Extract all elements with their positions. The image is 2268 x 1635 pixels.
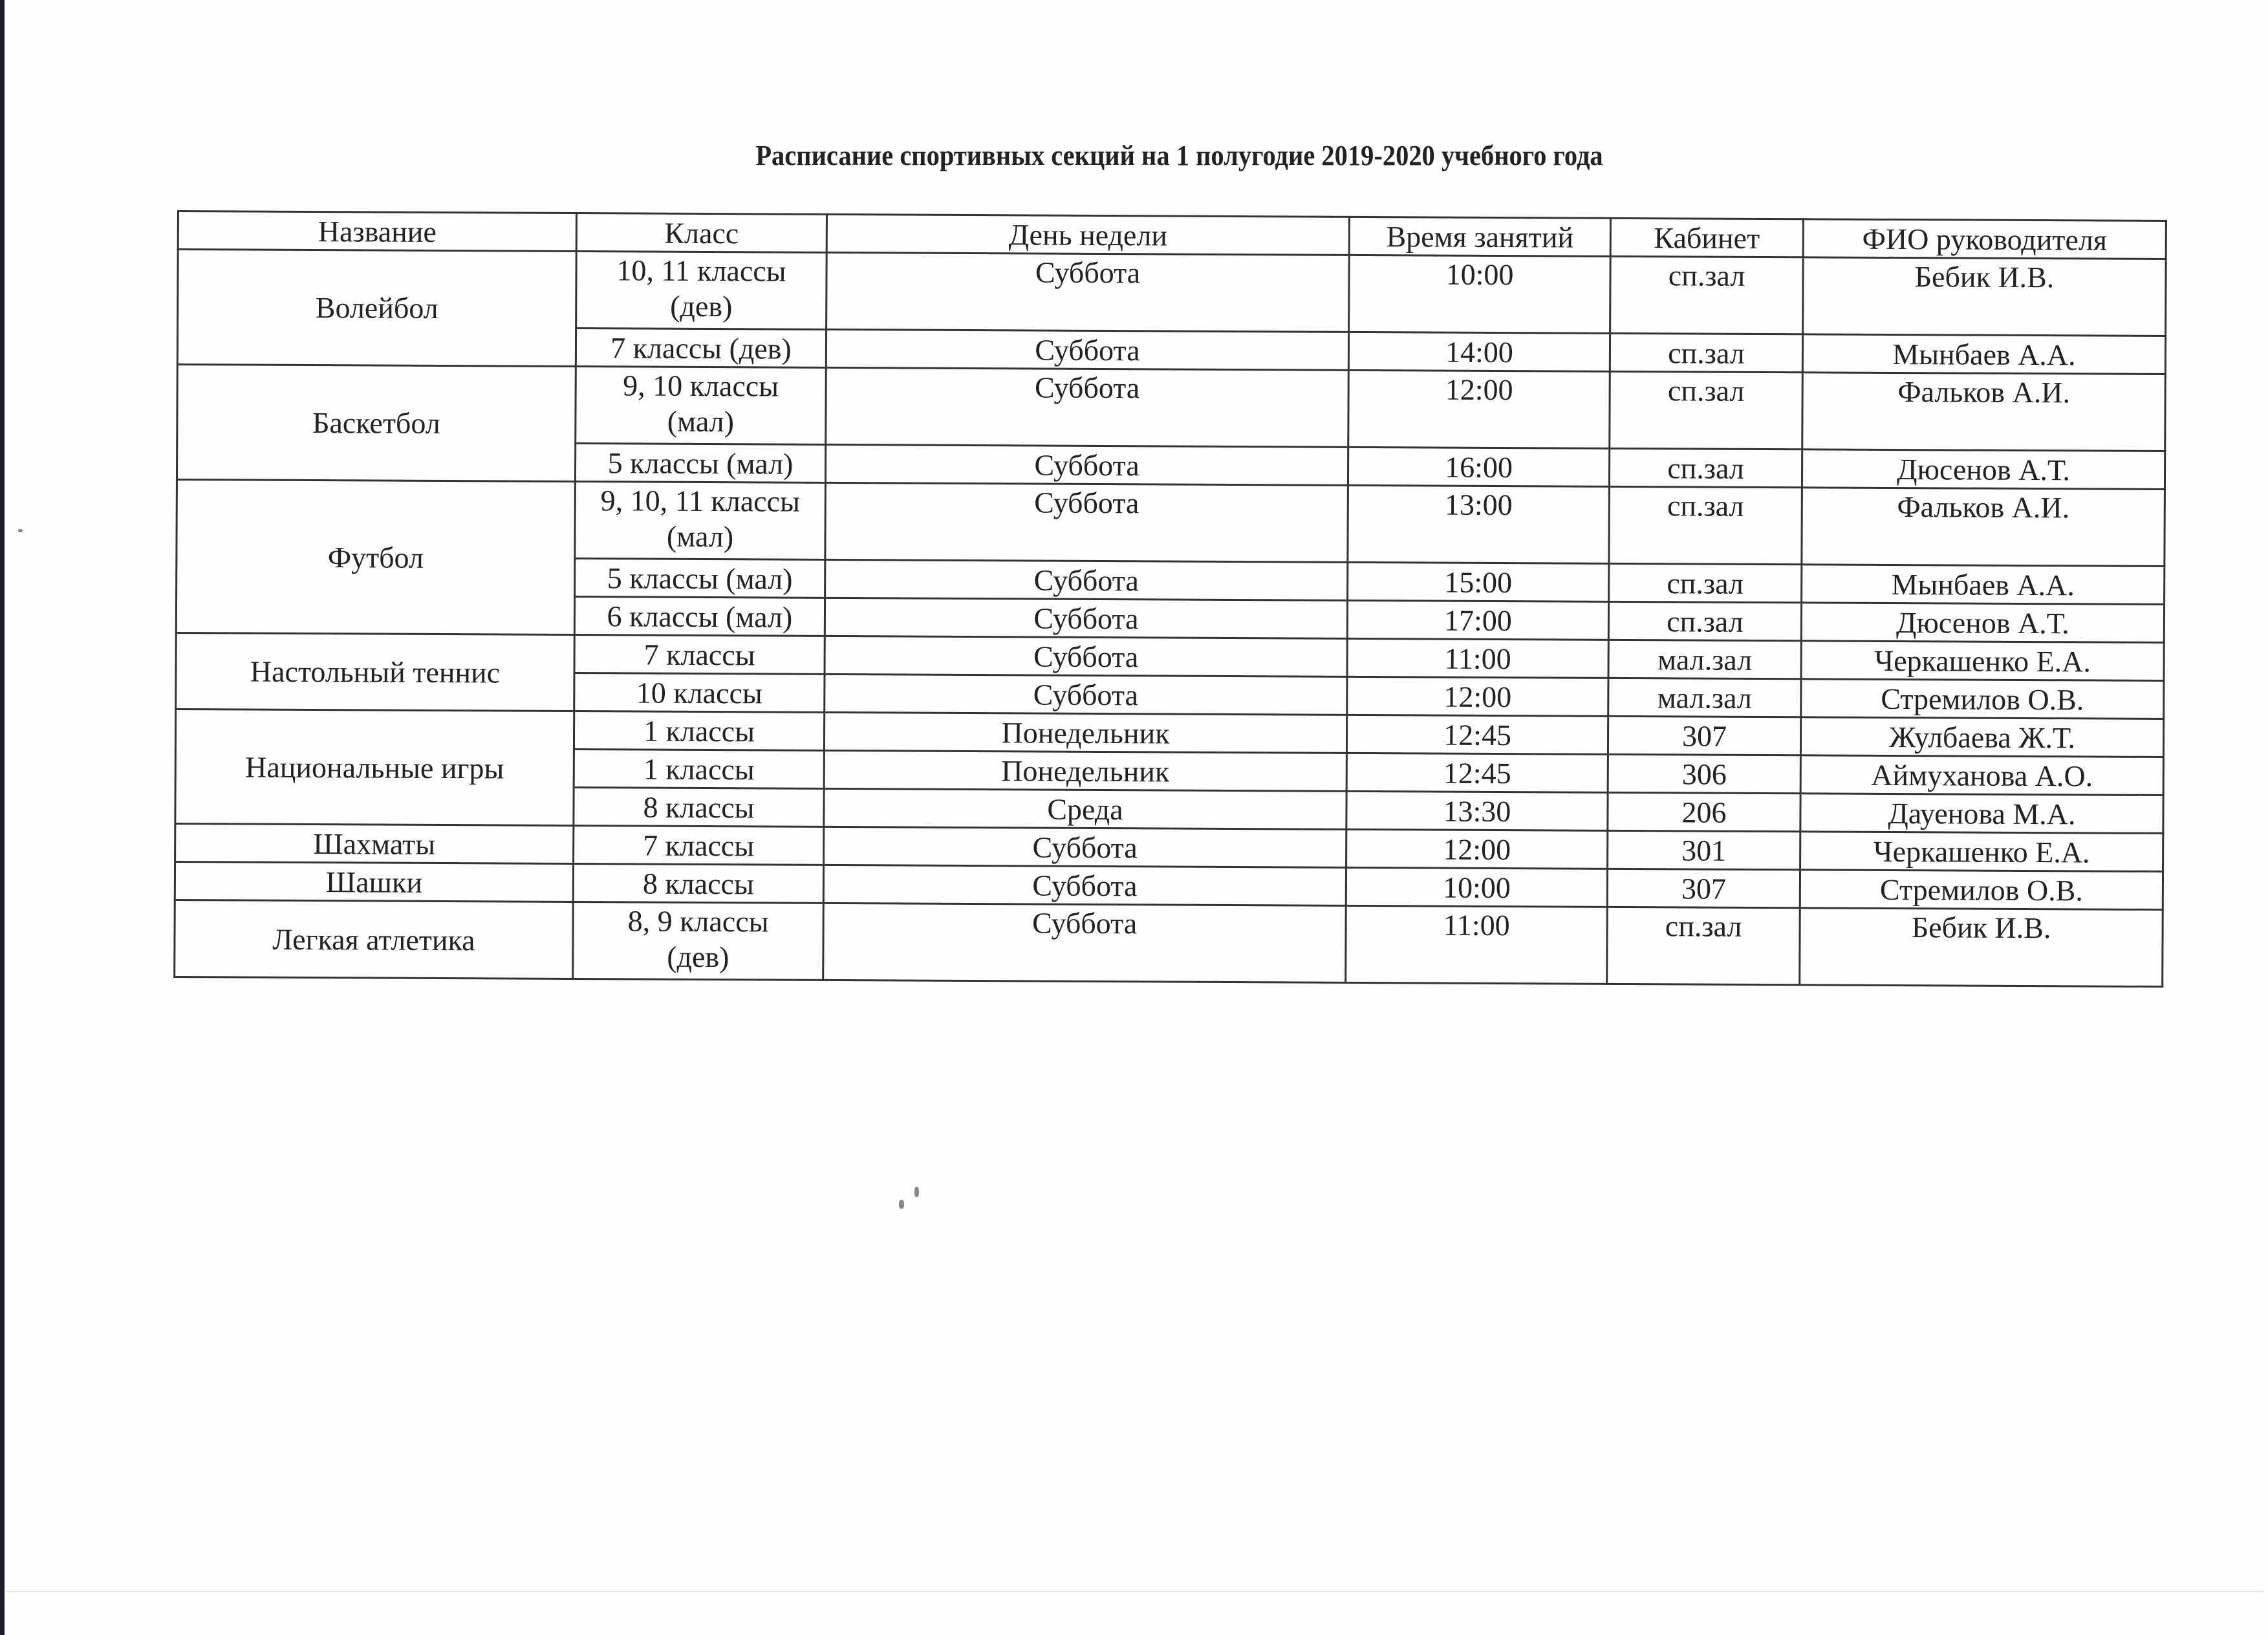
room-cell: сп.зал bbox=[1609, 448, 1802, 487]
time-cell: 13:00 bbox=[1348, 485, 1610, 563]
class-cell bbox=[576, 329, 826, 368]
teacher-cell: Бебик И.В. bbox=[1800, 908, 2163, 987]
room-cell: 307 bbox=[1608, 716, 1800, 755]
time-cell: 15:00 bbox=[1348, 562, 1609, 601]
room-cell: сп.зал bbox=[1608, 601, 1801, 640]
day-cell: Суббота bbox=[823, 903, 1346, 982]
class-line-1: 5 классы (мал) bbox=[607, 446, 794, 481]
class-line-1: 1 классы bbox=[643, 714, 755, 748]
room-cell: сп.зал bbox=[1610, 256, 1804, 334]
class-cell bbox=[575, 444, 825, 483]
day-cell: Суббота bbox=[825, 598, 1347, 638]
time-cell: 14:00 bbox=[1348, 332, 1610, 371]
class-cell bbox=[576, 367, 826, 445]
section-name-cell: Футбол bbox=[176, 480, 575, 635]
room-cell: 306 bbox=[1608, 754, 1800, 793]
time-cell: 11:00 bbox=[1347, 638, 1608, 678]
column-header-name: Название bbox=[178, 211, 576, 252]
column-header-time: Время занятий bbox=[1349, 217, 1610, 256]
time-cell: 10:00 bbox=[1346, 867, 1607, 907]
day-cell: Понедельник bbox=[824, 712, 1346, 753]
teacher-cell: Стремилов О.В. bbox=[1800, 870, 2163, 910]
column-header-day: День недели bbox=[826, 214, 1349, 255]
room-cell: сп.зал bbox=[1609, 563, 1802, 602]
teacher-cell: Бебик И.В. bbox=[1803, 257, 2166, 336]
room-cell: 307 bbox=[1607, 869, 1800, 907]
class-cell bbox=[574, 750, 824, 789]
class-line-1: 8, 9 классы bbox=[627, 904, 769, 938]
time-cell: 12:00 bbox=[1348, 370, 1610, 448]
room-cell: мал.зал bbox=[1608, 640, 1801, 678]
section-name-cell: Баскетбол bbox=[177, 365, 576, 482]
section-name-cell: Волейбол bbox=[177, 250, 576, 367]
day-cell: Суббота bbox=[825, 482, 1348, 562]
section-name-cell: Шахматы bbox=[175, 823, 574, 863]
time-cell: 17:00 bbox=[1347, 600, 1608, 640]
day-cell: Суббота bbox=[825, 444, 1348, 485]
scan-speck bbox=[914, 1187, 919, 1197]
table-row bbox=[178, 250, 2166, 336]
document-title: Расписание спортивных секций на 1 полугодие 2019-2020 учебного года bbox=[755, 140, 1603, 171]
day-cell: Суббота bbox=[824, 827, 1346, 867]
column-header-room: Кабинет bbox=[1610, 218, 1803, 257]
class-cell bbox=[574, 597, 825, 636]
class-cell bbox=[576, 252, 827, 330]
day-cell: Суббота bbox=[825, 559, 1348, 600]
class-cell bbox=[575, 559, 825, 598]
class-cell bbox=[573, 864, 823, 904]
class-cell bbox=[574, 711, 824, 751]
teacher-cell: Жулбаева Ж.Т. bbox=[1800, 717, 2163, 757]
scan-artifact-line bbox=[6, 1591, 2263, 1592]
class-line-2: (мал) bbox=[666, 519, 734, 554]
schedule-table bbox=[173, 210, 2167, 988]
teacher-cell: Черкашенко Е.А. bbox=[1800, 832, 2163, 872]
time-cell: 11:00 bbox=[1346, 905, 1608, 984]
section-name-cell: Шашки bbox=[175, 861, 573, 902]
time-cell: 10:00 bbox=[1349, 255, 1611, 333]
class-line-2: (дев) bbox=[667, 940, 729, 974]
class-line-1: 9, 10, 11 классы bbox=[600, 484, 801, 518]
class-line-1: 7 классы bbox=[643, 638, 755, 672]
teacher-cell: Фальков А.И. bbox=[1802, 488, 2165, 567]
day-cell: Суббота bbox=[825, 636, 1347, 677]
room-cell: 301 bbox=[1608, 830, 1800, 869]
class-line-1: 7 классы (дев) bbox=[610, 331, 792, 365]
table-row bbox=[177, 365, 2166, 451]
room-cell: сп.зал bbox=[1610, 333, 1802, 372]
day-cell: Суббота bbox=[826, 367, 1349, 447]
class-line-1: 1 классы bbox=[643, 752, 755, 786]
scan-edge-strip bbox=[0, 0, 5, 1635]
column-header-teacher: ФИО руководителя bbox=[1803, 219, 2166, 259]
class-cell bbox=[574, 826, 824, 865]
class-cell bbox=[574, 635, 825, 675]
time-cell: 16:00 bbox=[1348, 447, 1609, 486]
room-cell: 206 bbox=[1608, 792, 1800, 831]
teacher-cell: Фальков А.И. bbox=[1802, 373, 2166, 451]
teacher-cell: Мынбаев А.А. bbox=[1802, 334, 2165, 374]
time-cell: 13:30 bbox=[1346, 791, 1608, 830]
class-cell bbox=[574, 673, 825, 713]
class-cell bbox=[574, 788, 824, 827]
day-cell: Суббота bbox=[823, 865, 1346, 905]
time-cell: 12:45 bbox=[1346, 753, 1608, 792]
section-name-cell: Легкая атлетика bbox=[175, 900, 574, 979]
class-line-1: 7 классы bbox=[643, 828, 755, 863]
class-cell bbox=[575, 482, 826, 560]
day-cell: Среда bbox=[824, 788, 1346, 829]
day-cell: Суббота bbox=[825, 674, 1347, 715]
section-name-cell: Национальные игры bbox=[175, 709, 574, 825]
class-line-2: (дев) bbox=[670, 289, 733, 323]
teacher-cell: Дауенова М.А. bbox=[1800, 794, 2163, 834]
section-name-cell: Настольный теннис bbox=[176, 633, 575, 711]
day-cell: Понедельник bbox=[824, 750, 1346, 791]
room-cell: сп.зал bbox=[1607, 907, 1800, 984]
teacher-cell: Стремилов О.В. bbox=[1801, 679, 2164, 719]
teacher-cell: Аймуханова А.О. bbox=[1800, 755, 2163, 796]
table-row bbox=[177, 480, 2165, 567]
class-line-1: 10, 11 классы bbox=[616, 254, 786, 288]
class-line-1: 8 классы bbox=[642, 867, 755, 901]
day-cell: Суббота bbox=[826, 252, 1350, 332]
room-cell: сп.зал bbox=[1609, 486, 1802, 564]
class-line-2: (мал) bbox=[667, 404, 735, 439]
time-cell: 12:00 bbox=[1347, 677, 1608, 716]
class-line-1: 9, 10 классы bbox=[623, 369, 779, 403]
class-cell bbox=[573, 902, 824, 980]
day-cell: Суббота bbox=[826, 329, 1348, 370]
teacher-cell: Мынбаев А.А. bbox=[1802, 565, 2165, 605]
class-line-1: 6 классы (мал) bbox=[607, 600, 793, 634]
scan-speck bbox=[899, 1200, 904, 1209]
column-header-class: Класс bbox=[576, 213, 826, 253]
teacher-cell: Дюсенов А.Т. bbox=[1801, 603, 2164, 643]
class-line-1: 8 классы bbox=[643, 790, 755, 825]
teacher-cell: Дюсенов А.Т. bbox=[1802, 449, 2165, 490]
schedule-sheet bbox=[173, 210, 2165, 988]
scan-speck bbox=[18, 529, 23, 532]
time-cell: 12:00 bbox=[1346, 829, 1608, 869]
class-line-1: 5 классы (мал) bbox=[607, 561, 793, 596]
room-cell: сп.зал bbox=[1610, 371, 1803, 449]
teacher-cell: Черкашенко Е.А. bbox=[1801, 641, 2164, 681]
class-line-1: 10 классы bbox=[636, 676, 762, 710]
table-body bbox=[175, 250, 2166, 987]
table-row bbox=[175, 900, 2163, 986]
room-cell: мал.зал bbox=[1608, 678, 1801, 717]
time-cell: 12:45 bbox=[1346, 715, 1608, 754]
